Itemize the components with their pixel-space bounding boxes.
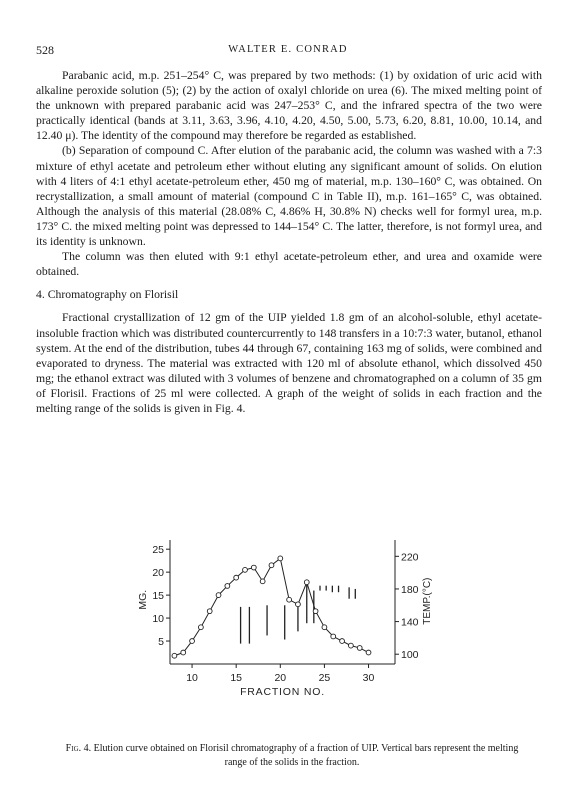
y-left-axis-label: MG.	[137, 589, 149, 610]
melting-range-bars	[241, 582, 356, 643]
y-right-tick-label: 180	[401, 583, 419, 596]
data-point	[181, 650, 186, 655]
y-left-tick-label: 20	[152, 567, 164, 580]
data-point	[340, 639, 345, 644]
data-point	[207, 609, 212, 614]
data-point	[287, 597, 292, 602]
y-right-axis-label: TEMP.(°C)	[422, 577, 433, 625]
page-number: 528	[36, 43, 54, 57]
running-head: WALTER E. CONRAD	[228, 44, 348, 55]
figure-4	[0, 532, 576, 732]
caption-text: Elution curve obtained on Florisil chromatography of a fraction of UIP. Vertical bars represent the melting range of the solids in the fraction.	[93, 743, 519, 768]
elution-chart	[0, 532, 576, 732]
data-point	[216, 593, 221, 598]
data-point	[357, 646, 362, 651]
y-left-tick-label: 5	[158, 636, 164, 649]
data-point	[366, 650, 371, 655]
paragraph-florisil: Fractional crystallization of 12 gm of the UIP yielded 1.8 gm of an alcohol-soluble, ethyl acetate-insoluble fraction which was distributed countercurrently to 148 transfers in a 10:7:3 water, butanol, ethanol system. At the end of the distribution, tubes 44 through 67, containing 163 mg of solids, were combined and evaporated to dryness. The material was extracted with 120 ml of absolute ethanol, which dissolved 450 mg; the ethanol extract was diluted with 3 volumes of benzene and chromatographed on a column of 35 gm of Florisil. Fractions of 25 ml were collected. A graph of the weight of solids in each fraction and the melting range of the solids is given in Fig. 4.	[36, 311, 542, 415]
paragraph-urea-oxamide: The column was then eluted with 9:1 ethyl acetate-petroleum ether, and urea and oxamide were obtained.	[36, 250, 542, 279]
x-tick-label: 25	[318, 672, 331, 684]
x-tick-label: 30	[362, 672, 375, 684]
data-point	[225, 584, 230, 589]
data-point	[269, 563, 274, 568]
y-right-tick-label: 220	[401, 551, 419, 564]
data-point	[322, 625, 327, 630]
y-left-tick-label: 25	[152, 544, 164, 557]
data-point	[304, 580, 309, 585]
data-point	[278, 556, 283, 561]
x-tick-label: 10	[186, 672, 198, 684]
data-point	[348, 643, 353, 648]
data-point	[260, 579, 265, 584]
paragraph-parabanic: Parabanic acid, m.p. 251–254° C, was prepared by two methods: (1) by oxidation of uric acid with alkaline peroxide solution (5); (2) by the action of oxalyl chloride on urea (6). The mixed melting point of the unknown with prepared parabanic acid was 247–253° C, and the infrared spectra of the two were practically identical (bands at 3.11, 3.63, 3.96, 4.10, 4.20, 4.50, 5.00, 5.73, 6.20, 8.81, 10.00, 10.14, and 12.40 μ). The identity of the compound may therefore be regarded as established.	[36, 69, 542, 143]
data-point	[234, 575, 239, 580]
x-tick-label: 15	[230, 672, 243, 684]
y-left-tick-label: 10	[152, 613, 164, 626]
data-point	[296, 602, 301, 607]
data-point	[198, 625, 203, 630]
y-right-tick-label: 140	[401, 616, 419, 629]
data-point	[251, 565, 256, 570]
x-axis-label: FRACTION NO.	[240, 686, 325, 698]
data-point	[243, 567, 248, 572]
x-tick-label: 20	[274, 672, 287, 684]
figure-caption	[56, 742, 528, 770]
elution-curve	[172, 556, 371, 658]
y-right-tick-label: 100	[401, 649, 419, 662]
data-point	[313, 609, 318, 614]
data-point	[331, 634, 336, 639]
paragraph-compound-c: (b) Separation of compound C. After elution of the parabanic acid, the column was washed with a 7:3 mixture of ethyl acetate and petroleum ether without eluting any significant amount of solids. On elution with 4 liters of 4:1 ethyl acetate-petroleum ether, 450 mg of material, m.p. 130–160° C, was obtained. On recrystallization, a small amount of material (compound C in Table II), m.p. 161–165° C, was obtained. Although the analysis of this material (28.08% C, 4.86% H, 30.8% N) checks well for formyl urea, m.p. 173° C. the mixed melting point was depressed to 144–154° C. The latter, therefore, is not formyl urea, and its identity is unknown.	[36, 144, 542, 249]
section-heading: 4. Chromatography on Florisil	[36, 288, 179, 302]
data-point	[190, 639, 195, 644]
caption-label: Fig. 4.	[65, 743, 92, 754]
data-point	[172, 653, 177, 658]
y-left-tick-label: 15	[152, 590, 164, 603]
body-text	[36, 68, 542, 416]
